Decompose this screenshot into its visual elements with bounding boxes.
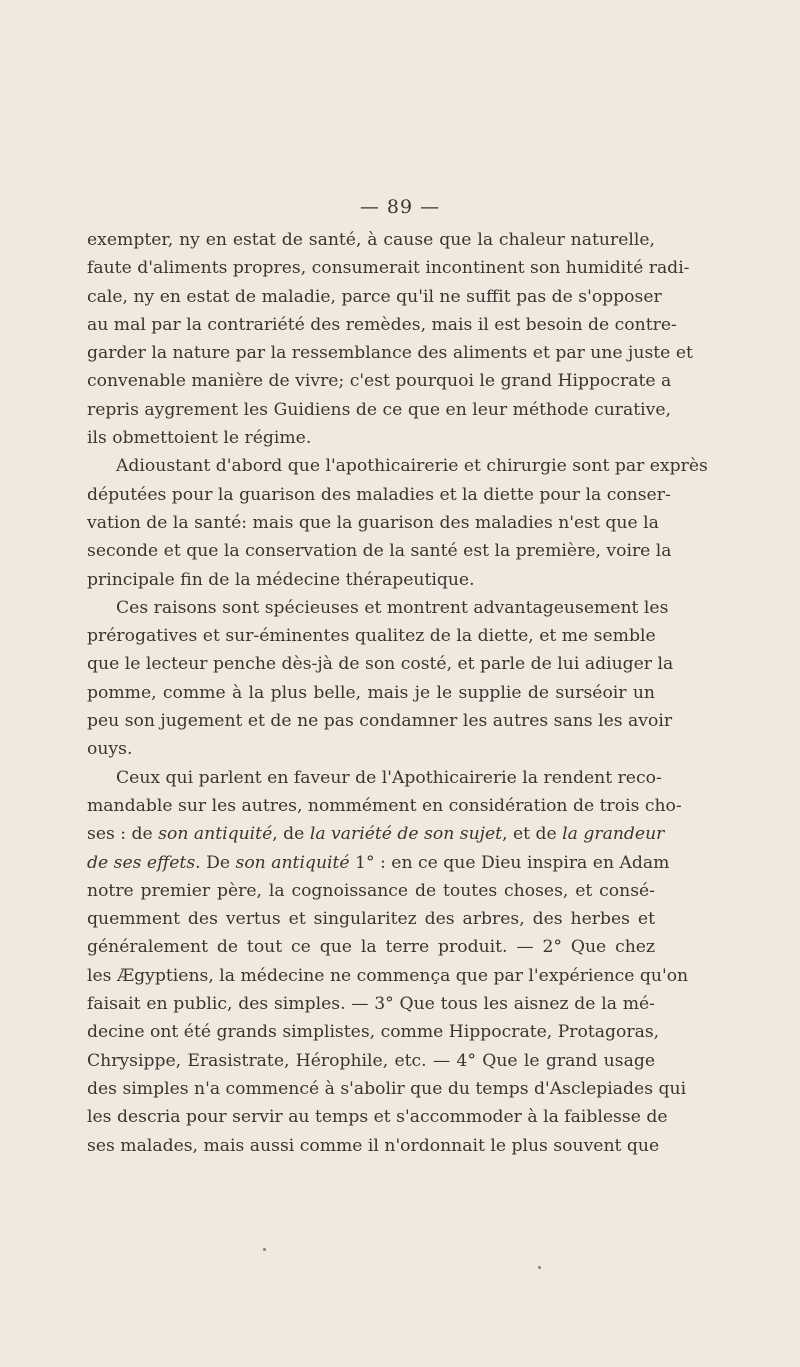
text-line	[87, 735, 655, 763]
text-run: Ces raisons sont spécieuses et montrent advantageusement les	[116, 597, 669, 618]
text-run: quemment des vertus et singularitez des arbres, des herbes et	[87, 909, 655, 930]
text-run: seconde et que la conservation de la santé est la première, voire la	[87, 541, 672, 562]
text-line	[87, 481, 671, 509]
text-run: , et de	[502, 824, 563, 845]
text-run: peu son jugement et de ne pas condamner les autres sans les avoir	[87, 711, 673, 732]
text-line	[87, 367, 672, 395]
text-run: mandable sur les autres, nommément en considération de trois cho-	[87, 795, 682, 816]
text-line	[87, 764, 662, 792]
text-line	[87, 792, 682, 820]
text-run: faute d'aliments propres, consumerait incontinent son humidité radi-	[87, 258, 690, 279]
text-run: vation de la santé: mais que la guarison des maladies n'est que la	[87, 512, 659, 533]
text-run: ses malades, mais aussi comme il n'ordonnait le plus souvent que	[87, 1135, 660, 1156]
text-run: Ceux qui parlent en faveur de l'Apothicairerie la rendent reco-	[116, 767, 662, 788]
text-run: 1° : en ce que Dieu inspira en Adam	[349, 852, 670, 873]
text-line	[87, 1018, 660, 1046]
text-run: convenable manière de vivre; c'est pourquoi le grand Hippocrate a	[87, 371, 672, 392]
paper-speck	[263, 1248, 266, 1251]
italic-text: la variété de son sujet	[309, 824, 503, 845]
text-run: repris aygrement les Guidiens de ce que en leur méthode curative,	[87, 399, 671, 420]
text-run: Adioustant d'abord que l'apothicairerie et chirurgie sont par exprès	[116, 456, 708, 477]
paper-speck	[538, 1266, 541, 1269]
text-run: prérogatives et sur-éminentes qualitez de la diette, et me semble	[87, 626, 656, 647]
text-run: des simples n'a commencé à s'abolir que du temps d'Asclepiades qui	[87, 1078, 687, 1099]
text-run: principale fin de la médecine thérapeutique.	[87, 569, 475, 590]
text-line	[87, 679, 655, 707]
text-line	[87, 1103, 668, 1131]
text-line	[87, 1075, 687, 1103]
text-line	[87, 566, 655, 594]
text-line	[87, 283, 662, 311]
text-run: députées pour la guarison des maladies et la diette pour la conser-	[87, 484, 671, 505]
text-run: les descria pour servir au temps et s'accommoder à la faiblesse de	[87, 1107, 668, 1128]
text-run: ses : de	[87, 824, 159, 845]
text-line	[87, 1047, 655, 1075]
text-line	[87, 339, 693, 367]
body-text	[87, 226, 708, 1160]
text-line	[87, 396, 671, 424]
italic-text: de ses effets	[87, 852, 196, 873]
text-line	[87, 1132, 660, 1160]
text-run: les Ægyptiens, la médecine ne commença que par l'expérience qu'on	[87, 965, 689, 986]
italic-text: la grandeur	[562, 824, 665, 845]
text-line	[87, 254, 690, 282]
text-line	[87, 509, 659, 537]
text-line	[87, 877, 655, 905]
text-line	[87, 226, 655, 254]
text-run: decine ont été grands simplistes, comme Hippocrate, Protagoras,	[87, 1022, 660, 1043]
text-line	[87, 962, 689, 990]
text-line	[87, 707, 673, 735]
text-line	[87, 311, 677, 339]
text-line	[87, 990, 655, 1018]
text-line	[87, 820, 665, 848]
text-run: généralement de tout ce que la terre produit. — 2° Que chez	[87, 937, 655, 958]
text-line	[87, 537, 672, 565]
text-run: pomme, comme à la plus belle, mais je le supplie de surséoir un	[87, 682, 655, 703]
text-run: ils obmettoient le régime.	[87, 428, 312, 449]
text-run: exempter, ny en estat de santé, à cause que la chaleur naturelle,	[87, 230, 655, 250]
text-run: , de	[272, 824, 310, 845]
text-line	[87, 594, 669, 622]
text-run: ouys.	[87, 739, 133, 760]
text-line	[87, 933, 655, 961]
page-number: — 89 —	[359, 196, 441, 218]
text-line	[87, 424, 655, 452]
text-run: notre premier père, la cognoissance de toutes choses, et consé-	[87, 880, 655, 901]
text-run: que le lecteur penche dès-jà de son costé, et parle de lui adiuger la	[87, 654, 674, 675]
text-run: cale, ny en estat de maladie, parce qu'il ne suffit pas de s'opposer	[87, 286, 662, 307]
text-run: garder la nature par la ressemblance des aliments et par une juste et	[87, 343, 693, 364]
text-line	[87, 452, 708, 480]
italic-text: son antiquité	[158, 824, 273, 845]
text-run: faisait en public, des simples. — 3° Que tous les aisnez de la mé-	[87, 994, 655, 1015]
text-line	[87, 650, 674, 678]
text-line	[87, 905, 655, 933]
italic-text: son antiquité	[235, 852, 350, 873]
text-line	[87, 849, 670, 877]
text-line	[87, 622, 655, 650]
text-run: au mal par la contrariété des remèdes, mais il est besoin de contre-	[87, 314, 677, 335]
text-run: . De	[195, 852, 236, 873]
text-run: Chrysippe, Erasistrate, Hérophile, etc. — 4° Que le grand usage	[87, 1050, 655, 1071]
